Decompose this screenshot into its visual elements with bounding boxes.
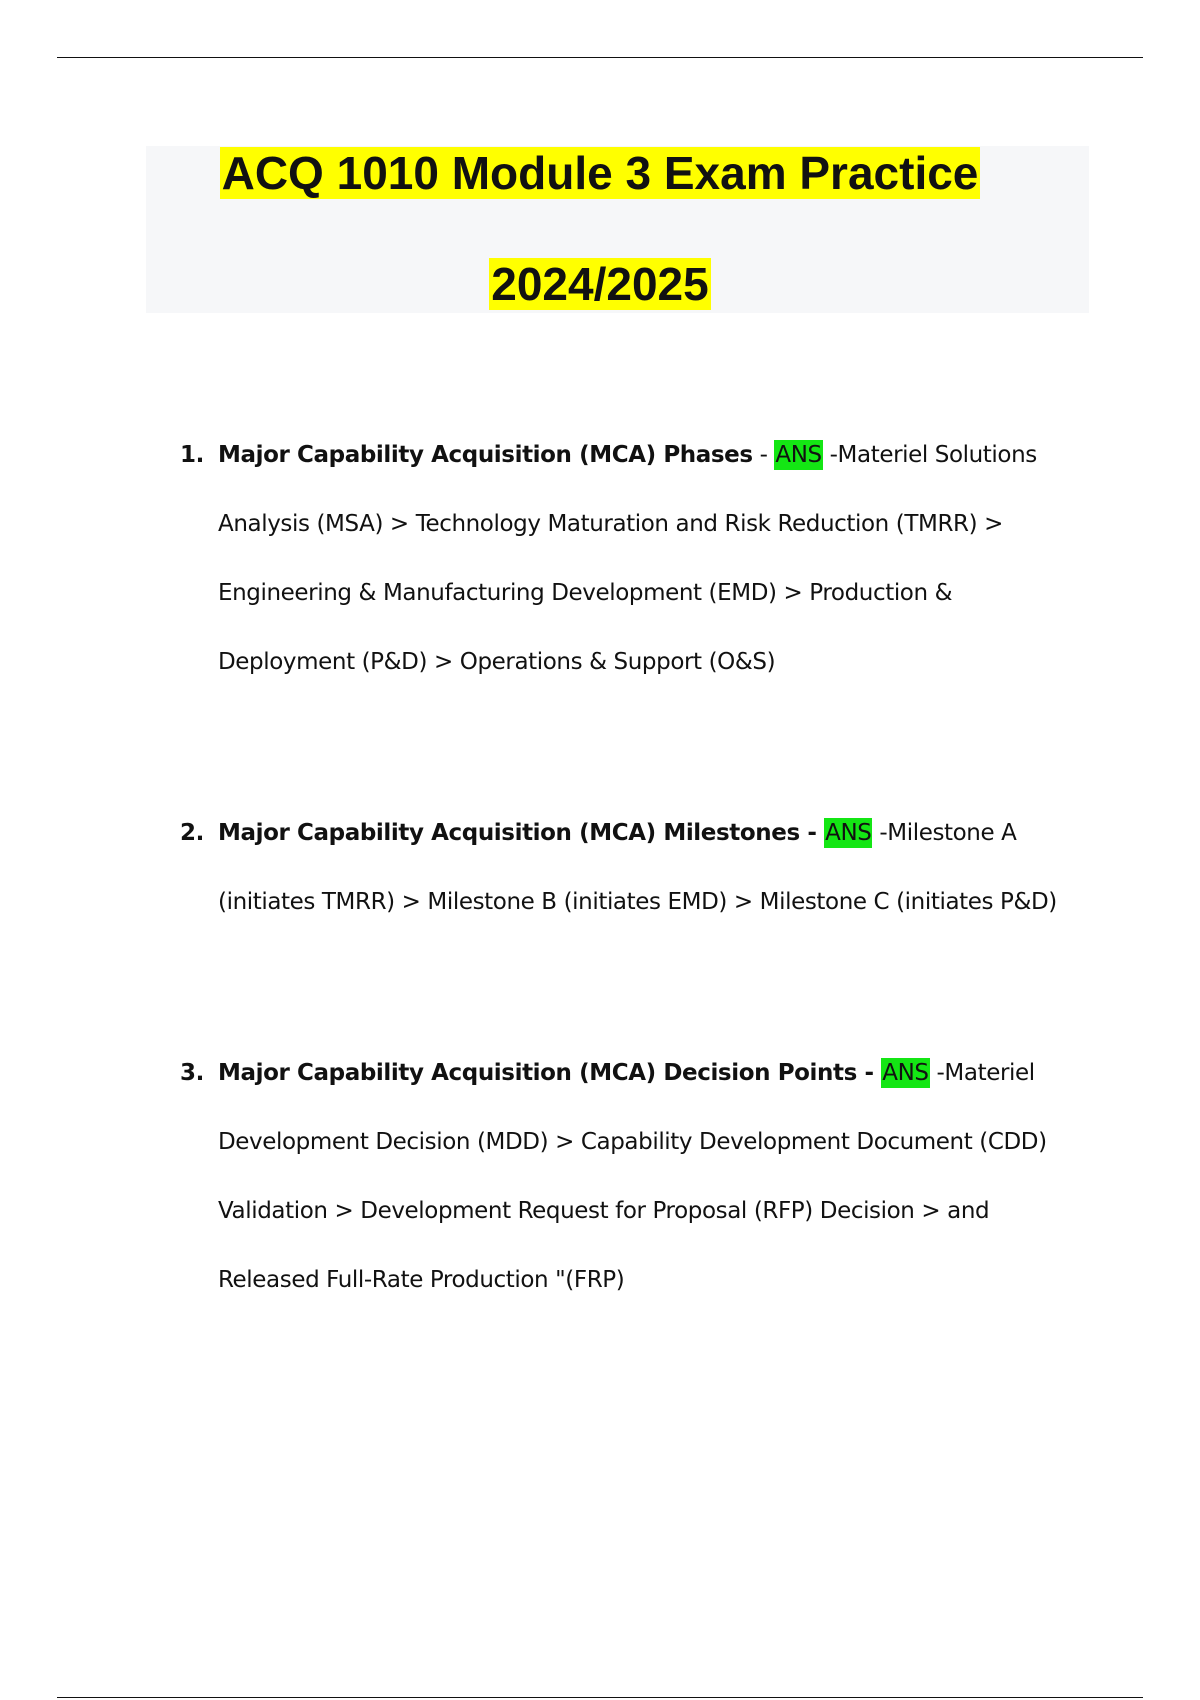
top-rule [57,57,1143,58]
question-number: 2. [180,820,204,846]
question-item [180,799,1088,937]
page-title [0,145,1200,201]
question-number: 3. [180,1060,204,1086]
answer-label: ANS [825,820,872,846]
question-separator: - [856,1060,882,1086]
page-subtitle-year [0,256,1200,312]
answer-text: -Materiel Development Decision (MDD) > Capability Development Document (CDD) Validation > Development Request for Proposal (RFP) Decision > and Released Full-Rate Production "(FRP) [218,1060,1047,1293]
question-separator: - [752,442,775,468]
question-text: Major Capability Acquisition (MCA) Phases [218,442,753,468]
question-item [180,421,1088,697]
page-title-text: ACQ 1010 Module 3 Exam Practice [221,147,979,199]
answer-label: ANS [775,442,822,468]
bottom-rule [57,1697,1143,1698]
answer-label: ANS [882,1060,929,1086]
question-text: Major Capability Acquisition (MCA) Decision Points [218,1060,857,1086]
question-item [180,1039,1088,1315]
page-subtitle-text: 2024/2025 [491,258,709,310]
answer-text: -Milestone A (initiates TMRR) > Milestone B (initiates EMD) > Milestone C (initiates P&D) [218,820,1057,915]
answer-text: -Materiel Solutions Analysis (MSA) > Technology Maturation and Risk Reduction (TMRR) > Engineering & Manufacturing Development (EMD) > Production & Deployment (P&D) > Operations & Support (O&S) [218,442,1037,675]
question-separator: - [799,820,825,846]
question-text: Major Capability Acquisition (MCA) Milestones [218,820,800,846]
question-number: 1. [180,442,204,468]
